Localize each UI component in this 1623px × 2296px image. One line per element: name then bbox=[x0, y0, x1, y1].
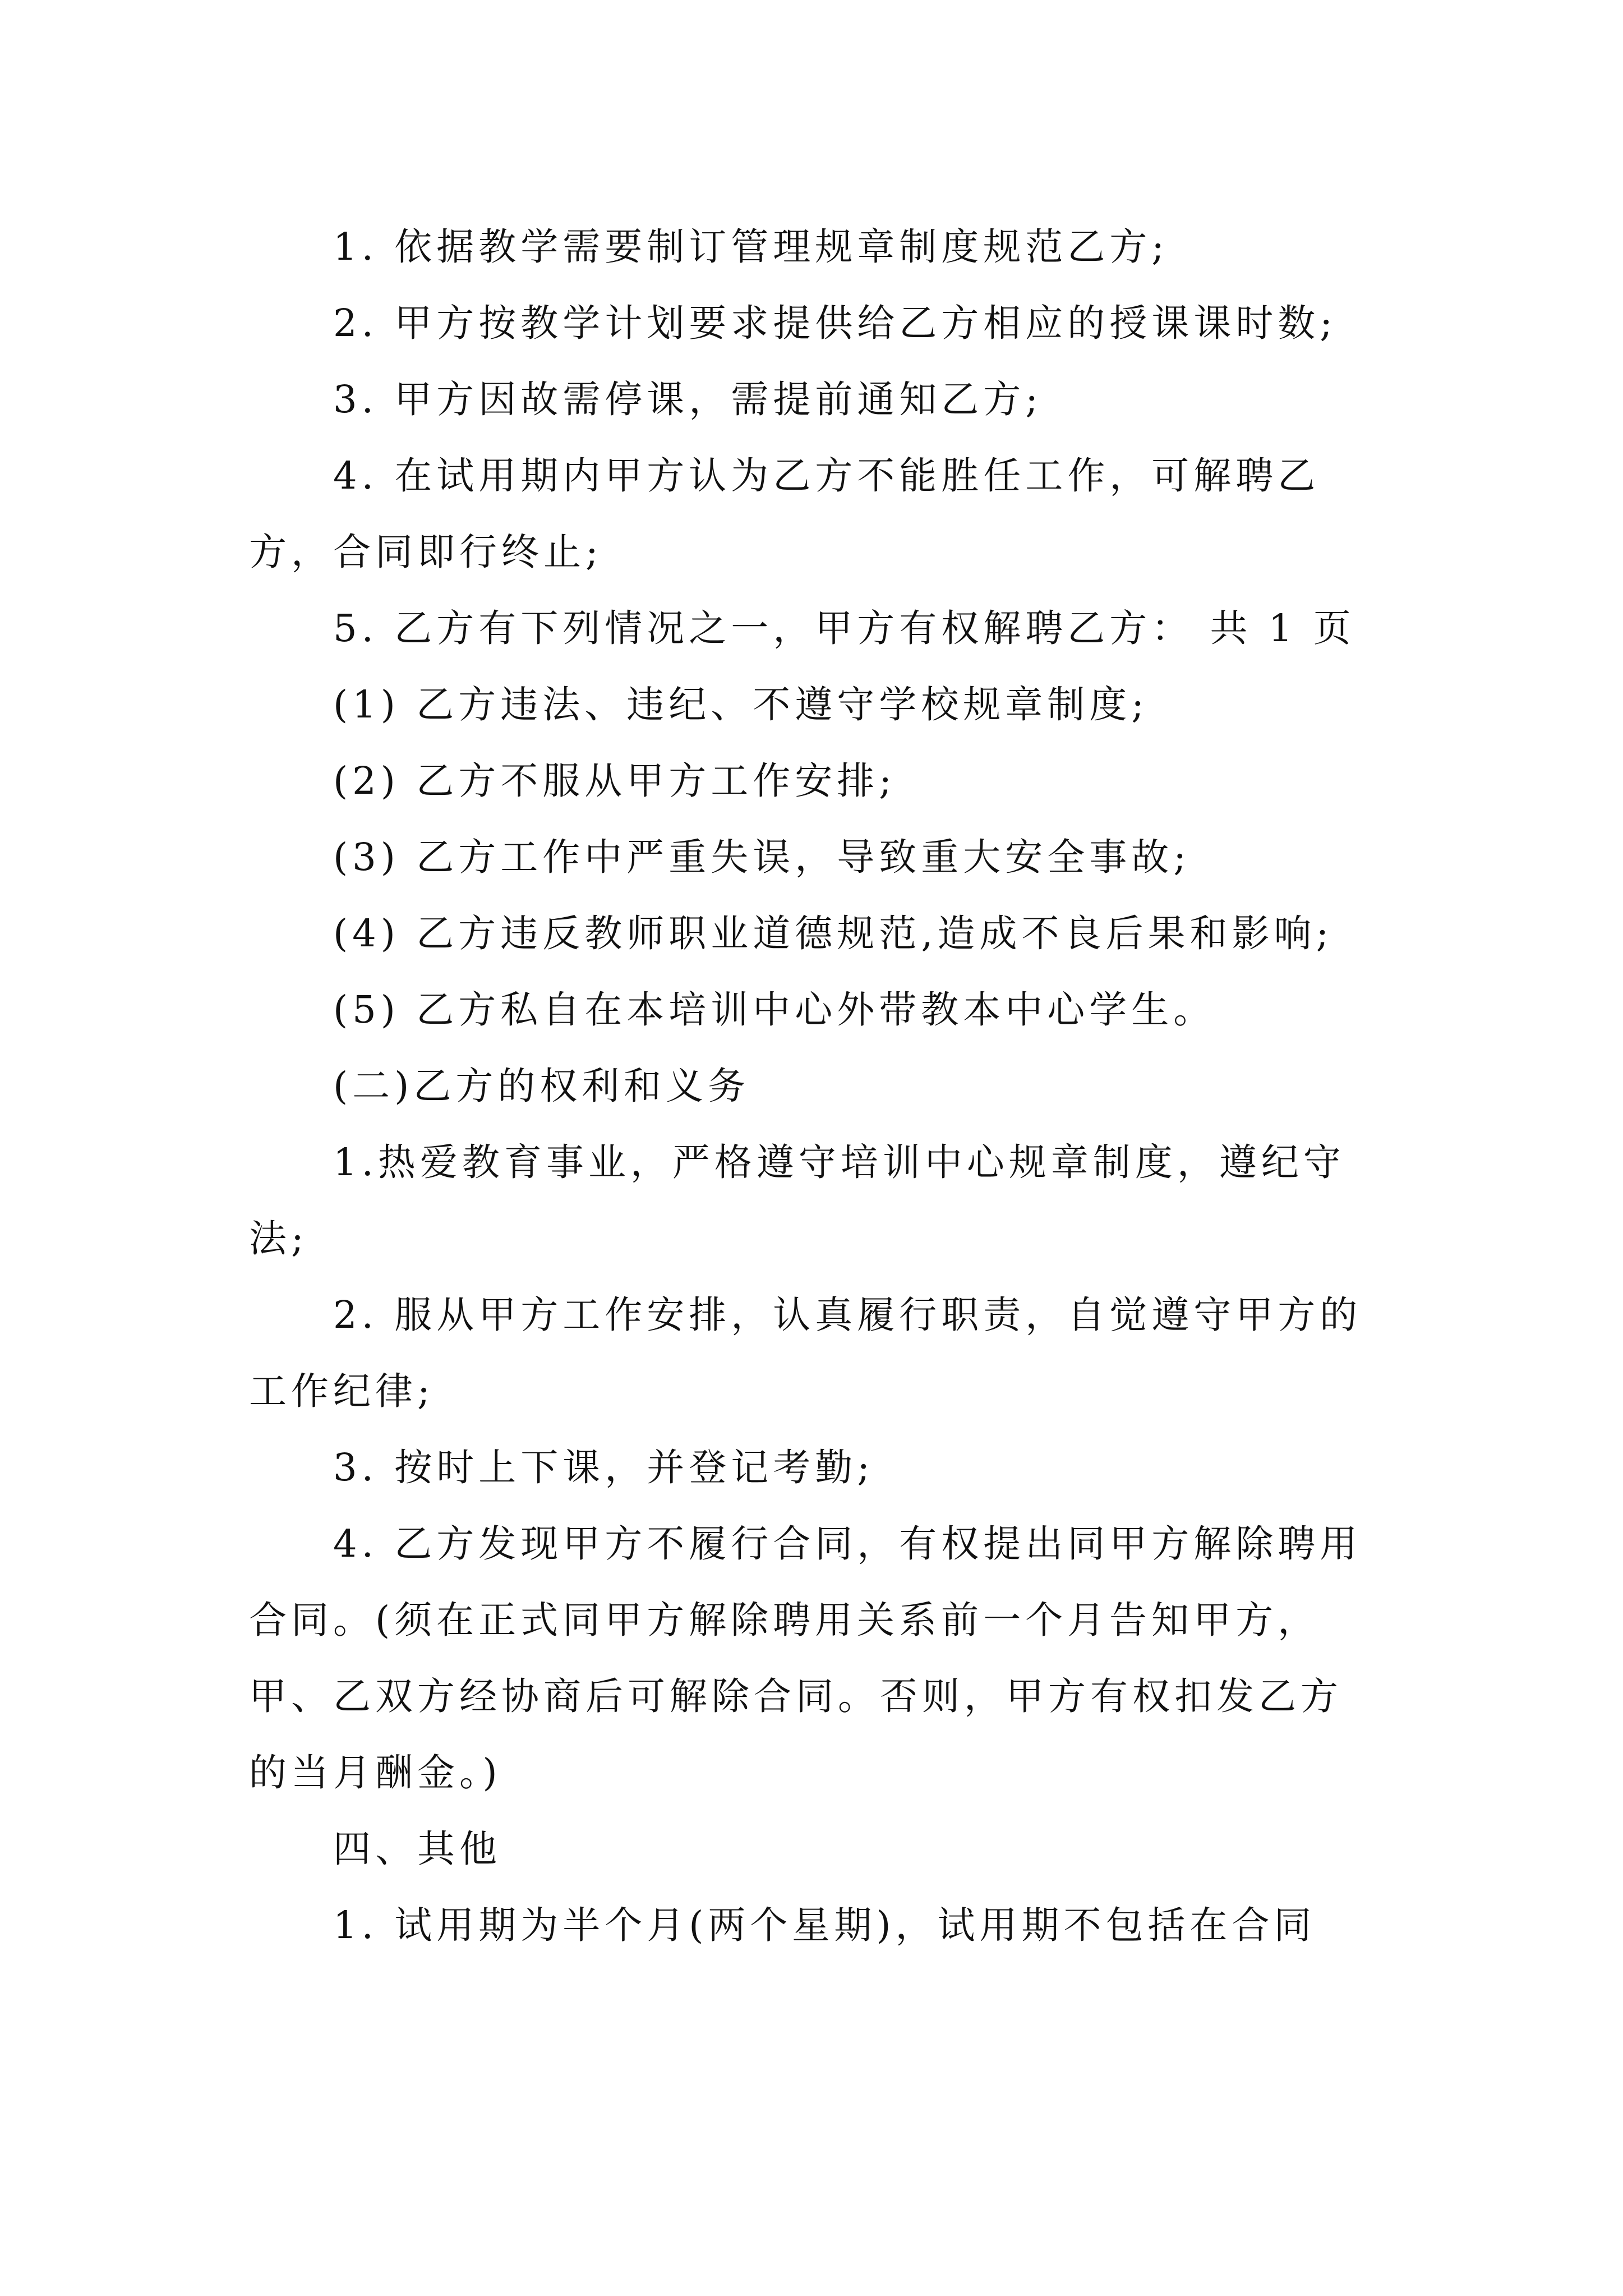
clause-paragraph: 3. 按时上下课，并登记考勤; bbox=[333, 1446, 874, 1489]
clause-paragraph: 1. 试用期为半个月(两个星期)，试用期不包括在合同 bbox=[333, 1903, 1316, 1947]
sub-clause-paragraph: (3) 乙方工作中严重失误，导致重大安全事故; bbox=[333, 835, 1191, 879]
clause-paragraph: 3. 甲方因故需停课，需提前通知乙方; bbox=[333, 378, 1043, 421]
sub-clause-paragraph: (5) 乙方私自在本培训中心外带教本中心学生。 bbox=[333, 988, 1216, 1032]
section-heading: (二)乙方的权利和义务 bbox=[333, 1064, 750, 1108]
clause-paragraph: 1.热爱教育事业，严格遵守培训中心规章制度，遵纪守法; bbox=[249, 1140, 1345, 1260]
document-body bbox=[249, 209, 1376, 1963]
clause-paragraph: 4. 在试用期内甲方认为乙方不能胜任工作，可解聘乙方，合同即行终止; bbox=[249, 454, 1320, 574]
sub-clause-paragraph: (4) 乙方违反教师职业道德规范,造成不良后果和影响; bbox=[333, 912, 1334, 955]
clause-paragraph: 2. 甲方按教学计划要求提供给乙方相应的授课课时数; bbox=[333, 301, 1337, 345]
clause-paragraph: 2. 服从甲方工作安排，认真履行职责，自觉遵守甲方的工作纪律; bbox=[249, 1293, 1362, 1413]
sub-clause-paragraph: (1) 乙方违法、违纪、不遵守学校规章制度; bbox=[333, 683, 1149, 726]
clause-paragraph: 4. 乙方发现甲方不履行合同，有权提出同甲方解除聘用合同。(须在正式同甲方解除聘用关系前一个月告知甲方，甲、乙双方经协商后可解除合同。否则，甲方有权扣发乙方的当月酬金。) bbox=[249, 1522, 1362, 1795]
section-heading: 四、其他 bbox=[333, 1827, 501, 1871]
sub-clause-paragraph: (2) 乙方不服从甲方工作安排; bbox=[333, 759, 896, 803]
clause-paragraph: 1. 依据教学需要制订管理规章制度规范乙方; bbox=[333, 225, 1169, 269]
clause-paragraph: 5. 乙方有下列情况之一，甲方有权解聘乙方： 共 1 页 bbox=[333, 606, 1355, 650]
